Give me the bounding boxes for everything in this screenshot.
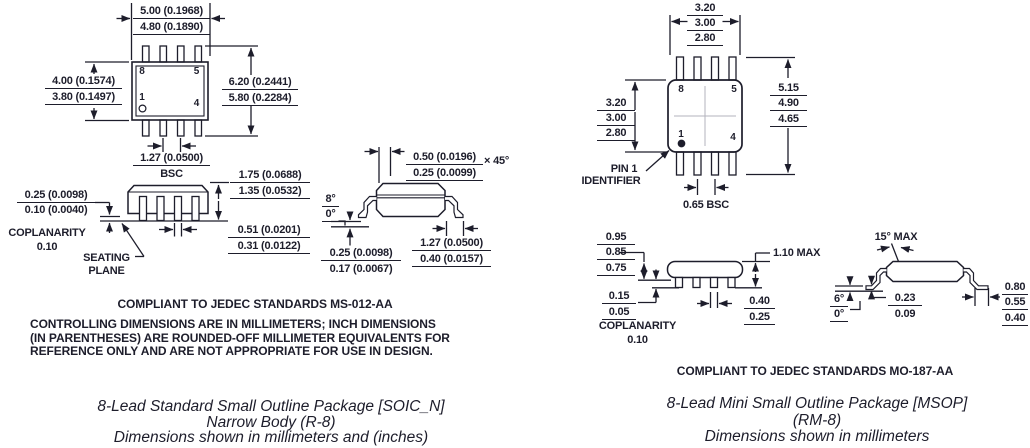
soic-note-line-1: CONTROLLING DIMENSIONS ARE IN MILLIMETERS; INCH DIMENSIONS — [30, 317, 436, 331]
msop-pin8-label: 8 — [678, 83, 684, 95]
soic-lead-width-min: 0.31 (0.0122) — [228, 240, 310, 254]
soic-pin5-label: 5 — [193, 66, 200, 77]
msop-body-width-nom: 3.00 — [597, 112, 635, 126]
msop-pin4-label: 4 — [730, 131, 736, 143]
soic-lead-angle-max: 8° — [322, 193, 339, 207]
soic-lead-width-max: 0.51 (0.0201) — [228, 224, 310, 238]
msop-body-width-min: 2.80 — [597, 127, 635, 141]
soic-foot-thickness-min: 0.17 (0.0067) — [329, 262, 393, 275]
soic-body-width-min: 3.80 (0.1497) — [45, 91, 122, 105]
soic-pin4-label: 4 — [193, 97, 200, 109]
soic-pin1-label: 1 — [139, 91, 145, 103]
msop-foot-thickness-min: 0.09 — [894, 307, 916, 320]
msop-width-max: 3.20 — [687, 2, 723, 16]
soic-pin8-label: 8 — [139, 66, 145, 77]
soic-seating-plane-label-1: SEATING — [83, 251, 130, 264]
msop-width-min: 2.80 — [687, 32, 723, 46]
soic-lead-angle-min: 0° — [322, 208, 339, 222]
soic-chamfer-angle: × 45° — [484, 154, 510, 167]
msop-body-thickness-nom: 0.85 — [597, 246, 635, 260]
msop-pitch-bsc: 0.65 BSC — [682, 198, 730, 211]
soic-foot-length-min: 0.40 (0.0157) — [412, 253, 491, 267]
soic-title-line-2: Narrow Body (R-8) — [206, 413, 336, 431]
soic-seating-plane-label-2: PLANE — [88, 264, 125, 277]
msop-width-nom: 3.00 — [687, 17, 723, 31]
msop-coplanarity-value: 0.10 — [627, 333, 648, 346]
msop-foot-length-min: 0.40 — [1002, 312, 1028, 326]
soic-note-line-2: (IN PARENTHESES) ARE ROUNDED-OFF MILLIMETER EQUIVALENTS FOR — [30, 330, 450, 345]
msop-package-title — [640, 396, 994, 446]
msop-top-angle: 15° MAX — [874, 231, 918, 243]
soic-coplanarity-value: 0.10 — [36, 240, 58, 253]
soic-jedec-compliance: COMPLIANT TO JEDEC STANDARDS MS-012-AA — [117, 296, 393, 311]
soic-title-line-1: 8-Lead Standard Small Outline Package [SOIC_N] — [97, 398, 445, 415]
soic-span-max: 6.20 (0.2441) — [222, 76, 298, 90]
msop-standoff-max: 0.15 — [602, 290, 636, 304]
msop-body-width-max: 3.20 — [597, 97, 635, 111]
msop-pin5-label: 5 — [731, 83, 737, 95]
msop-max-height: 1.10 MAX — [773, 247, 821, 259]
soic-title-line-3: Dimensions shown in millimeters and (inches) — [113, 429, 429, 446]
soic-foot-thickness-max: 0.25 (0.0098) — [321, 247, 401, 261]
soic-height-min: 1.35 (0.0532) — [230, 185, 310, 199]
soic-standoff-max: 0.25 (0.0098) — [17, 189, 95, 203]
msop-title-line-1: 8-Lead Mini Small Outline Package [MSOP] — [666, 395, 968, 412]
soic-pitch-value: 1.27 (0.0500) — [133, 152, 210, 166]
soic-width-min: 4.80 (0.1890) — [133, 21, 210, 35]
msop-lead-angle-max: 6° — [830, 293, 848, 307]
msop-standoff-min: 0.05 — [602, 306, 636, 320]
soic-body-width-max: 4.00 (0.1574) — [45, 75, 122, 89]
msop-lead-width-max: 0.40 — [744, 295, 775, 309]
soic-width-max: 5.00 (0.1968) — [133, 5, 210, 19]
soic-standoff-min: 0.10 (0.0040) — [24, 204, 88, 216]
msop-foot-length-nom: 0.55 — [1002, 296, 1028, 310]
msop-jedec-compliance: COMPLIANT TO JEDEC STANDARDS MO-187-AA — [676, 363, 954, 378]
msop-title-line-3: Dimensions shown in millimeters — [704, 428, 930, 445]
msop-span-max: 5.15 — [770, 82, 807, 96]
msop-coplanarity-label: COPLANARITY — [598, 319, 677, 332]
msop-title-line-2: (RM-8) — [792, 411, 842, 429]
msop-pin1-label: 1 — [678, 128, 684, 140]
msop-span-min: 4.65 — [770, 113, 807, 127]
soic-note-line-3: REFERENCE ONLY AND ARE NOT APPROPRIATE FOR USE IN DESIGN. — [30, 344, 433, 358]
soic-chamfer-max: 0.50 (0.0196) — [406, 151, 483, 165]
msop-pin1-identifier-line-1: PIN 1 — [610, 163, 638, 175]
soic-coplanarity-label: COPLANARITY — [8, 226, 86, 239]
msop-lead-angle-min: 0° — [830, 308, 848, 322]
soic-height-max: 1.75 (0.0688) — [230, 169, 310, 183]
msop-foot-length-max: 0.80 — [1002, 281, 1028, 295]
soic-span-min: 5.80 (0.2284) — [222, 92, 298, 106]
msop-body-thickness-max: 0.95 — [597, 231, 635, 245]
msop-body-thickness-min: 0.75 — [597, 262, 635, 276]
soic-chamfer-min: 0.25 (0.0099) — [406, 167, 483, 181]
soic-package-title — [60, 399, 482, 446]
msop-span-nom: 4.90 — [770, 97, 807, 111]
msop-pin1-identifier-line-2: IDENTIFIER — [581, 175, 641, 187]
msop-foot-thickness-max: 0.23 — [888, 292, 922, 306]
msop-lead-width-min: 0.25 — [744, 311, 775, 325]
soic-pitch-bsc: BSC — [160, 167, 183, 180]
soic-foot-length-max: 1.27 (0.0500) — [412, 237, 491, 251]
